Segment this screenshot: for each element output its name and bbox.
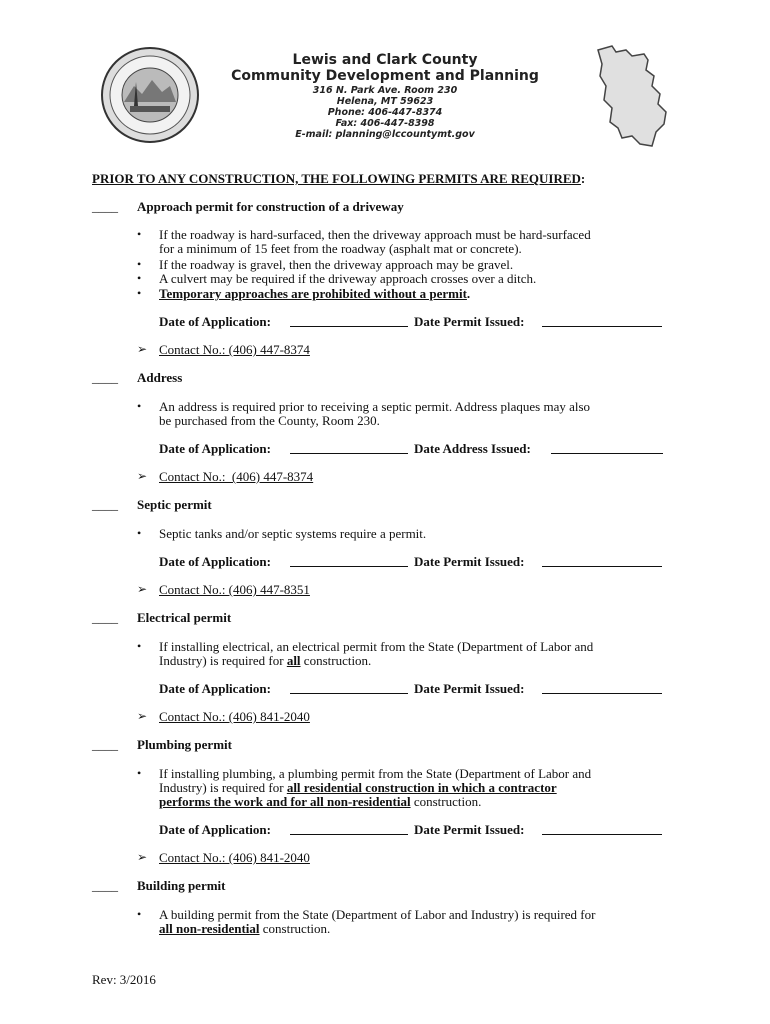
- plumbing-bullet-1c: [159, 794, 481, 809]
- septic-heading: Septic permit: [137, 497, 212, 512]
- arrow-icon: ➢: [137, 469, 148, 483]
- plumbing-heading: Plumbing permit: [137, 737, 232, 752]
- address-bullet-1b: be purchased from the County, Room 230.: [159, 413, 380, 428]
- bullet: •: [137, 271, 142, 285]
- bullet: •: [137, 227, 142, 241]
- plumbing-bullet-1b-pre: Industry) is required for: [159, 780, 287, 795]
- org-phone: Phone: 406-447-8374: [327, 107, 443, 118]
- septic-bullet-1: Septic tanks and/or septic systems require a permit.: [159, 526, 427, 541]
- address-contact: Contact No.: (406) 447-8374: [159, 469, 314, 484]
- county-map-graphic: [592, 42, 672, 150]
- org-address: 316 N. Park Ave. Room 230: [312, 85, 458, 96]
- arrow-icon: ➢: [137, 850, 148, 864]
- address-heading: Address: [137, 370, 183, 385]
- building-bullet-1b: [159, 921, 330, 936]
- plumbing-date-issued-field[interactable]: [542, 823, 662, 835]
- approach-contact: Contact No.: (406) 447-8374: [159, 342, 310, 357]
- address-bullet-1: An address is required prior to receiving a septic permit. Address plaques may also: [159, 399, 591, 414]
- bullet: •: [137, 286, 142, 300]
- address-checkbox-blank[interactable]: ____: [92, 370, 118, 385]
- approach-bullet-4: [159, 286, 470, 301]
- plumbing-bullet-1b-emph: all residential construction in which a contractor: [286, 780, 557, 795]
- org-name-line1: Lewis and Clark County: [292, 52, 478, 68]
- page-title-colon: :: [580, 171, 586, 186]
- electrical-date-issued-label: Date Permit Issued:: [414, 681, 525, 696]
- org-fax: Fax: 406-447-8398: [335, 118, 435, 129]
- approach-date-application-field[interactable]: [290, 315, 408, 327]
- plumbing-bullet-1: If installing plumbing, a plumbing permit from the State (Department of Labor and: [159, 766, 592, 781]
- plumbing-bullet-1b: [159, 780, 557, 795]
- approach-date-issued-field[interactable]: [542, 315, 662, 327]
- plumbing-date-application-field[interactable]: [290, 823, 408, 835]
- electrical-bullet-1b-post: construction.: [300, 653, 372, 668]
- septic-contact: Contact No.: (406) 447-8351: [159, 582, 310, 597]
- address-date-issued-label: Date Address Issued:: [414, 441, 531, 456]
- arrow-icon: ➢: [137, 342, 148, 356]
- approach-date-application-label: Date of Application:: [159, 314, 271, 329]
- approach-bullet-1: If the roadway is hard-surfaced, then the driveway approach must be hard-surfaced: [159, 227, 591, 242]
- revision-footer: Rev: 3/2016: [92, 972, 156, 987]
- bullet: •: [137, 399, 142, 413]
- org-city: Helena, MT 59623: [336, 96, 434, 107]
- electrical-checkbox-blank[interactable]: ____: [92, 610, 118, 625]
- address-date-issued-field[interactable]: [551, 442, 663, 454]
- septic-date-issued-label: Date Permit Issued:: [414, 554, 525, 569]
- septic-date-issued-field[interactable]: [542, 555, 662, 567]
- plumbing-date-application-label: Date of Application:: [159, 822, 271, 837]
- electrical-bullet-1b: [159, 653, 371, 668]
- approach-bullet-4-text: Temporary approaches are prohibited without a permit: [159, 286, 467, 301]
- electrical-date-application-label: Date of Application:: [159, 681, 271, 696]
- page-title-text: PRIOR TO ANY CONSTRUCTION, THE FOLLOWING PERMITS ARE REQUIRED: [92, 171, 581, 186]
- electrical-bullet-1b-pre: Industry) is required for: [159, 653, 287, 668]
- approach-bullet-2: If the roadway is gravel, then the driveway approach may be gravel.: [159, 257, 514, 272]
- electrical-bullet-1b-emph: all: [286, 653, 301, 668]
- address-date-application-label: Date of Application:: [159, 441, 271, 456]
- approach-checkbox-blank[interactable]: ____: [92, 199, 118, 214]
- arrow-icon: ➢: [137, 709, 148, 723]
- building-checkbox-blank[interactable]: ____: [92, 878, 118, 893]
- building-bullet-1: A building permit from the State (Department of Labor and Industry) is required for: [159, 907, 596, 922]
- bullet: •: [137, 257, 142, 271]
- building-bullet-1b-post: construction.: [259, 921, 331, 936]
- septic-checkbox-blank[interactable]: ____: [92, 497, 118, 512]
- plumbing-bullet-1c-post: construction.: [410, 794, 482, 809]
- bullet: •: [137, 907, 142, 921]
- approach-bullet-1b: for a minimum of 15 feet from the roadway (asphalt mat or concrete).: [159, 241, 522, 256]
- address-date-application-field[interactable]: [290, 442, 408, 454]
- org-email: E-mail: planning@lccountymt.gov: [295, 129, 475, 140]
- building-bullet-1b-emph: all non-residential: [159, 921, 260, 936]
- arrow-icon: ➢: [137, 582, 148, 596]
- septic-date-application-field[interactable]: [290, 555, 408, 567]
- plumbing-checkbox-blank[interactable]: ____: [92, 737, 118, 752]
- plumbing-contact: Contact No.: (406) 841-2040: [159, 850, 310, 865]
- plumbing-bullet-1c-emph: performs the work and for all non-residential: [159, 794, 411, 809]
- approach-bullet-3: A culvert may be required if the driveway approach crosses over a ditch.: [159, 271, 537, 286]
- approach-date-issued-label: Date Permit Issued:: [414, 314, 525, 329]
- electrical-heading: Electrical permit: [137, 610, 232, 625]
- org-name-line2: Community Development and Planning: [231, 68, 539, 84]
- electrical-contact: Contact No.: (406) 841-2040: [159, 709, 310, 724]
- septic-date-application-label: Date of Application:: [159, 554, 271, 569]
- electrical-date-application-field[interactable]: [290, 682, 408, 694]
- building-heading: Building permit: [137, 878, 226, 893]
- approach-heading: Approach permit for construction of a driveway: [137, 199, 404, 214]
- bullet: •: [137, 639, 142, 653]
- approach-bullet-4-end: .: [466, 286, 471, 301]
- page-title: [92, 171, 585, 186]
- bullet: •: [137, 526, 142, 540]
- electrical-date-issued-field[interactable]: [542, 682, 662, 694]
- electrical-bullet-1: If installing electrical, an electrical permit from the State (Department of Labor and: [159, 639, 594, 654]
- bullet: •: [137, 766, 142, 780]
- plumbing-date-issued-label: Date Permit Issued:: [414, 822, 525, 837]
